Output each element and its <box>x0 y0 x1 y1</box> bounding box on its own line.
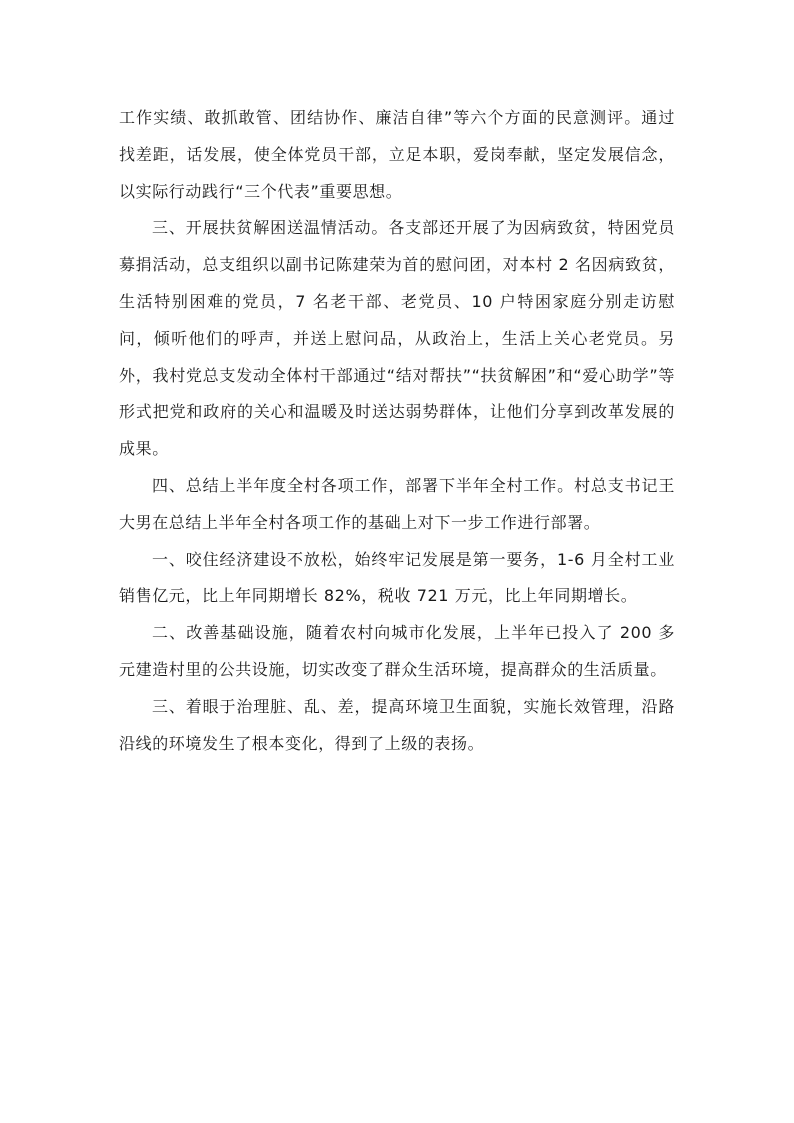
document-body <box>119 100 675 762</box>
paragraph-environment: 三、着眼于治理脏、乱、差，提高环境卫生面貌，实施长效管理，沿路沿线的环境发生了根本变化，得到了上级的表扬。 <box>119 696 675 753</box>
paragraph-infrastructure: 二、改善基础设施，随着农村向城市化发展，上半年已投入了 200 多元建造村里的公共设施，切实改变了群众生活环境，提高群众的生活质量。 <box>119 623 675 679</box>
paragraph-poverty-relief: 三、开展扶贫解困送温情活动。各支部还开展了为因病致贫，特困党员募捐活动，总支组织以副书记陈建荣为首的慰问团，对本村 2 名因病致贫，生活特别困难的党员，7 名老干部、老党员、10 户特困家庭分别走访慰问，倾听他们的呼声，并送上慰问品，从政治上，生活上关心老党员。另外，我村党总支发动全体村干部通过“结对帮扶”“扶贫解困”和“爱心助学”等形式把党和政府的关心和温暖及时送达弱势群体，让他们分享到改革发展的成果。 <box>119 218 675 459</box>
paragraph-evaluation: 工作实绩、敢抓敢管、团结协作、廉洁自律”等六个方面的民意测评。通过找差距，话发展，使全体党员干部，立足本职，爱岗奉献，坚定发展信念，以实际行动践行“三个代表”重要思想。 <box>119 108 675 201</box>
paragraph-economic-construction: 一、咬住经济建设不放松，始终牢记发展是第一要务，1-6 月全村工业销售亿元，比上年同期增长 82%，税收 721 万元，比上年同期增长。 <box>119 549 675 606</box>
paragraph-half-year-summary: 四、总结上半年度全村各项工作，部署下半年全村工作。村总支书记王大男在总结上半年全村各项工作的基础上对下一步工作进行部署。 <box>119 475 675 532</box>
